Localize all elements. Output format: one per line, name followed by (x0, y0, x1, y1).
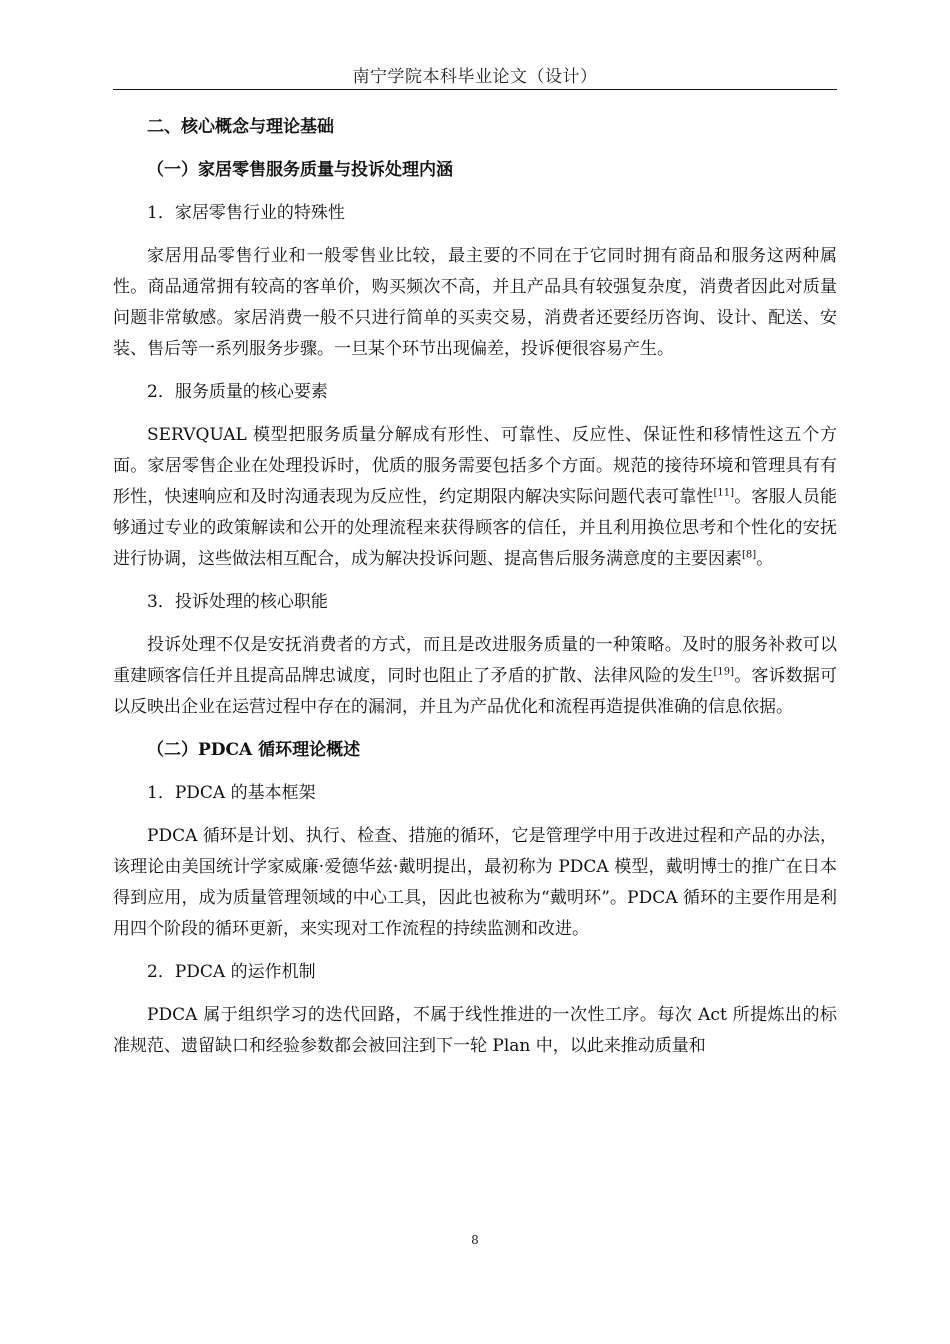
citation: [8] (742, 549, 757, 561)
citation: [11] (713, 487, 735, 499)
item-heading-2-1: 1．PDCA 的基本框架 (147, 783, 316, 803)
paragraph-1-1: 家居用品零售行业和一般零售业比较，最主要的不同在于它同时拥有商品和服务这两种属性。商品通常拥有较高的客单价，购买频次不高，并且产品具有较强复杂度，消费者因此对质量问题非常敏感。家居消费一般不只进行简单的买卖交易，消费者还要经历咨询、设计、配送、安装、售后等一系列服务步骤。一旦某个环节出现偏差，投诉便很容易产生。 (113, 246, 837, 359)
paragraph-1-3 (113, 630, 837, 723)
item-heading-1-2: 2．服务质量的核心要素 (147, 382, 328, 402)
paragraph-text: 。 (756, 549, 774, 569)
subsection-heading-2: （二）PDCA 循环理论概述 (147, 740, 361, 760)
page-number: 8 (471, 1233, 479, 1247)
document-body (113, 112, 837, 1074)
item-heading-2-2: 2．PDCA 的运作机制 (147, 962, 316, 982)
paragraph-text: 投诉处理不仅是安抚消费者的方式，而且是改进服务质量的一种策略。及时的服务补救可以重建顾客信任并且提高品牌忠诚度，同时也阻止了矛盾的扩散、法律风险的发生 (113, 635, 837, 686)
paragraph-1-2 (113, 420, 837, 575)
item-heading-1-1: 1．家居零售行业的特殊性 (147, 203, 345, 223)
section-heading: 二、核心概念与理论基础 (147, 117, 334, 137)
paragraph-text: 。客诉数据可以反映出企业在运营过程中存在的漏洞，并且为产品优化和流程再造提供准确的信息依据。 (113, 666, 838, 717)
citation: [19] (713, 666, 735, 678)
item-heading-1-3: 3．投诉处理的核心职能 (147, 592, 328, 612)
header-rule (113, 89, 837, 90)
paragraph-2-1: PDCA 循环是计划、执行、检查、措施的循环，它是管理学中用于改进过程和产品的办法，该理论由美国统计学家威廉·爱德华兹·戴明提出，最初称为 PDCA 模型，戴明博士的推广在日本得到应用，成为质量管理领域的中心工具，因此也被称为“戴明环”。PDCA 循环的主要作用是利用四个阶段的循环更新，来实现对工作流程的持续监测和改进。 (113, 826, 837, 939)
paragraph-2-2: PDCA 属于组织学习的迭代回路，不属于线性推进的一次性工序。每次 Act 所提炼出的标准规范、遗留缺口和经验参数都会被回注到下一轮 Plan 中，以此来推动质量和 (113, 1005, 837, 1056)
page-header: 南宁学院本科毕业论文（设计） (352, 67, 598, 87)
paragraph-text: 。客服人员能够通过专业的政策解读和公开的处理流程来获得顾客的信任，并且利用换位思考和个性化的安抚进行协调，这些做法相互配合，成为解决投诉问题、提高售后服务满意度的主要因素 (113, 487, 838, 569)
subsection-heading-1: （一）家居零售服务质量与投诉处理内涵 (147, 160, 453, 180)
paragraph-text: SERVQUAL 模型把服务质量分解成有形性、可靠性、反应性、保证性和移情性这五个方面。家居零售企业在处理投诉时，优质的服务需要包括多个方面。规范的接待环境和管理具有有形性，快速响应和及时沟通表现为反应性，约定期限内解决实际问题代表可靠性 (113, 425, 837, 507)
